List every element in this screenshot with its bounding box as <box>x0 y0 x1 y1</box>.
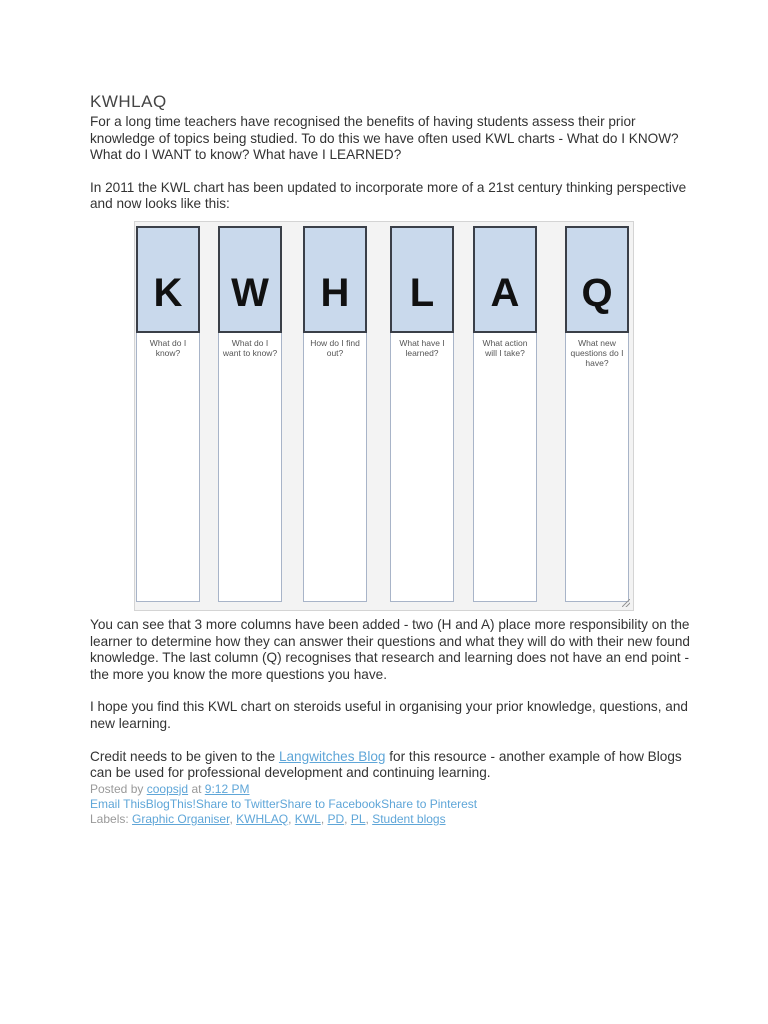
label-link[interactable]: PL <box>350 811 366 826</box>
post-paragraph-credit: Credit needs to be given to the Langwitches Blog for this resource - another example of how Blogs can be used for professional development and continuing learning. <box>90 748 682 781</box>
share-links <box>90 797 690 812</box>
resize-grip-icon <box>622 599 630 607</box>
chart-column-l <box>390 226 454 602</box>
column-question: What new questions do I have? <box>570 337 624 368</box>
chart-column-w <box>218 226 282 602</box>
post-byline: Posted by coopsjd at 9:12 PM <box>90 781 250 796</box>
post-footer <box>90 782 690 827</box>
author-link[interactable]: coopsjd <box>146 781 189 796</box>
chart-column-k <box>136 226 200 602</box>
column-letter: H <box>303 226 367 333</box>
column-letter: K <box>136 226 200 333</box>
post-paragraph-update: In 2011 the KWL chart has been updated to incorporate more of a 21st century thinking perspective and now looks like this: <box>90 179 687 212</box>
column-letter: A <box>473 226 537 333</box>
share-pinterest-link[interactable]: Share to Pinterest <box>381 796 478 811</box>
blog-post <box>90 92 690 827</box>
column-question: What do I know? <box>149 337 187 358</box>
share-twitter-link[interactable]: Share to Twitter <box>195 796 280 811</box>
chart-column-h <box>303 226 367 602</box>
column-question: What do I want to know? <box>222 337 278 358</box>
blogthis-link[interactable]: BlogThis! <box>145 796 196 811</box>
post-title: KWHLAQ <box>90 92 167 111</box>
langwitches-blog-link[interactable]: Langwitches Blog <box>278 748 386 764</box>
label-link[interactable]: PD <box>327 811 345 826</box>
post-paragraph-intro: For a long time teachers have recognised the benefits of having students assess their prior knowledge of topics being studied. To do this we have often used KWL charts - What do I KNOW? What do I WANT to know? What have I LEARNED? <box>90 114 679 163</box>
column-letter: W <box>218 226 282 333</box>
post-paragraph-explanation: You can see that 3 more columns have been added - two (H and A) place more responsibility on the learner to determine how they can answer their questions and what they will do with their new found knowledge. The last column (Q) recognises that research and learning does not have an end point - the more you know the more questions you have. <box>90 616 690 682</box>
label-link[interactable]: Student blogs <box>372 811 446 826</box>
column-question: How do I find out? <box>310 337 360 358</box>
email-this-link[interactable]: Email This <box>90 796 146 811</box>
label-link[interactable]: KWHLAQ <box>236 811 289 826</box>
post-paragraph-hope: I hope you find this KWL chart on steroids useful in organising your prior knowledge, questions, and new learning. <box>90 699 688 731</box>
post-timestamp-link[interactable]: 9:12 PM <box>204 781 250 796</box>
post-labels: Labels: Graphic Organiser, KWHLAQ, KWL, PD, PL, Student blogs <box>90 811 446 826</box>
column-letter: Q <box>565 226 629 333</box>
column-question: What action will I take? <box>482 337 528 358</box>
kwhlaq-chart-image <box>134 221 634 611</box>
label-link[interactable]: Graphic Organiser <box>132 811 230 826</box>
share-facebook-link[interactable]: Share to Facebook <box>279 796 382 811</box>
column-question: What have I learned? <box>399 337 445 358</box>
chart-column-a <box>473 226 537 602</box>
chart-column-q <box>565 226 629 602</box>
column-letter: L <box>390 226 454 333</box>
label-link[interactable]: KWL <box>294 811 321 826</box>
